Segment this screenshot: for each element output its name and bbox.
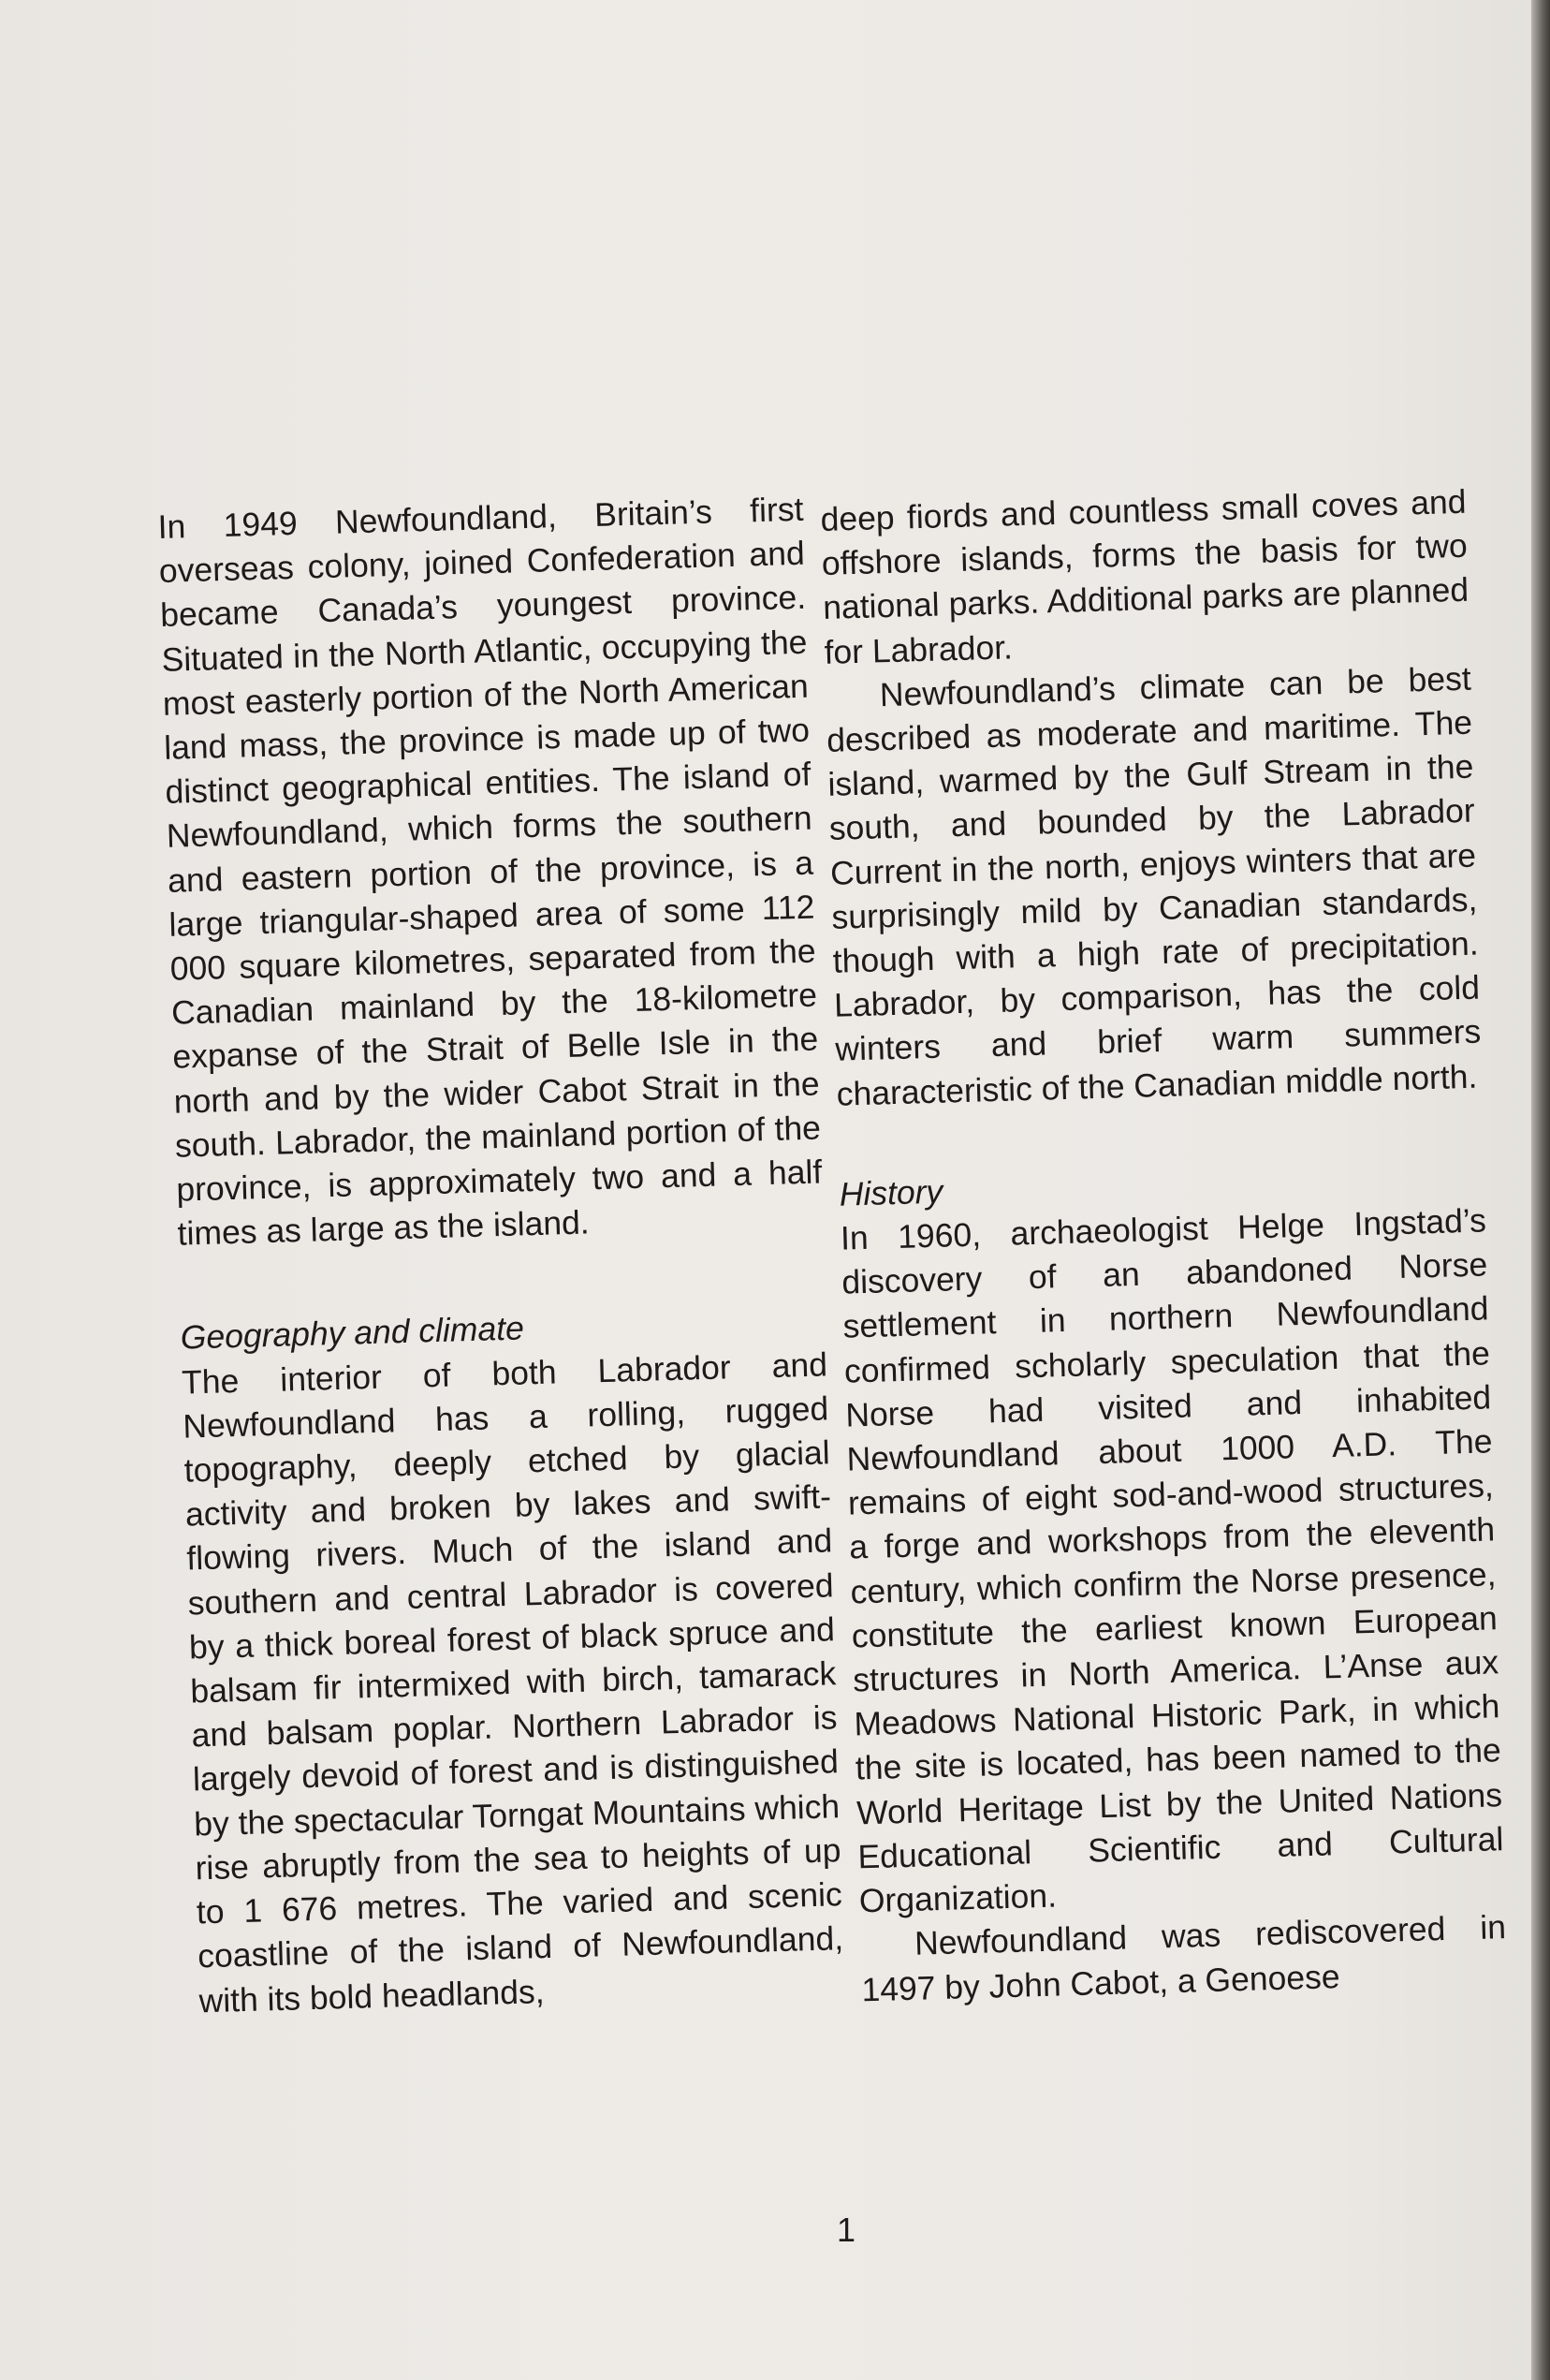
geography-heading: Geography and climate [180, 1309, 525, 1358]
geography-paragraph: The interior of both Labrador and Newfoundland has a rolling, rugged topography, deeply etched by glacial activity and broken by lakes and swift-flowing rivers. Much of the island and southern and central Labrador is covered by a thick boreal forest of black spruce and balsam fir intermixed with birch, tamarack and balsam poplar. Northern Labrador is largely devoid of forest and is distinguished by the spectacular Torngat Mountains which rise abruptly from the sea to heights of up to 1 676 metres. The varied and scenic coastline of the island of Newfoundland, with its bold headlands, [181, 1345, 844, 2020]
climate-paragraph: Newfoundland’s climate can be best described as moderate and maritime. The island, warmed by the Gulf Stream in the south, and bounded by the Labrador Current in the north, enjoys winters that are surprisingly mild by Canadian standards, though with a high rate of precipitation. Labrador, by comparison, has the cold winters and brief warm summers characteristic of the Canadian middle north. [826, 659, 1482, 1113]
left-column [157, 488, 845, 2023]
intro-paragraph: In 1949 Newfoundland, Britain’s first overseas colony, joined Confederation and became Canada’s youngest province. Situated in the North Atlantic, occupying the most easterly portion of the North American land mass, the province is made up of two distinct geographical entities. The island of Newfoundland, which forms the southern and eastern portion of the province, is a large triangular-shaped area of some 112 000 square kilometres, separated from the Canadian mainland by the 18-kilometre expanse of the Strait of Belle Isle in the north and by the wider Cabot Strait in the south. Labrador, the mainland portion of the province, is approximately two and a half times as large as the island. [157, 490, 823, 1253]
geography-continued-paragraph: deep fiords and countless small coves and offshore islands, forms the basis for two national parks. Additional parks are planned for Labrador. [820, 482, 1470, 671]
page-number: 1 [836, 2211, 856, 2249]
history-paragraph-2: Newfoundland was rediscovered in 1497 by John Cabot, a Genoese [860, 1908, 1507, 2008]
page-edge-shadow [1531, 0, 1550, 2380]
history-heading: History [839, 1172, 943, 1213]
right-column [820, 480, 1508, 2012]
history-paragraph: In 1960, archaeologist Helge Ingstad’s discovery of an abandoned Norse settlement in northern Newfoundland confirmed scholarly speculation that the Norse had visited and inhabited Newfoundland about 1000 A.D. The remains of eight sod-and-wood structures, a forge and workshops from the eleventh century, which confirm the Norse presence, constitute the earliest known European structures in North America. L’Anse aux Meadows National Historic Park, in which the site is located, has been named to the World Heritage List by the United Nations Educational Scientific and Cultural Organization. [840, 1201, 1504, 1920]
